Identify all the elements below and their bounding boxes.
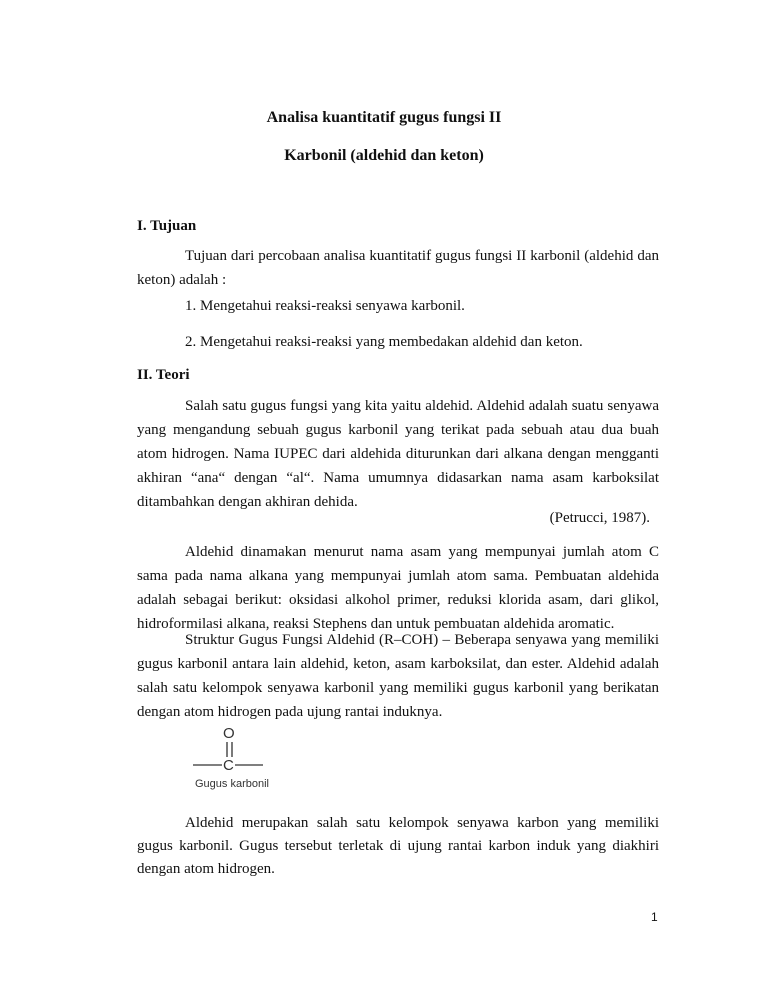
tujuan-list-item: 1. Mengetahui reaksi-reaksi senyawa karbonil. — [185, 298, 465, 314]
carbonyl-group-figure — [185, 722, 285, 798]
tujuan-intro-paragraph: Tujuan dari percobaan analisa kuantitatif gugus fungsi II karbonil (aldehid dan keton) adalah : — [137, 248, 659, 288]
teori-paragraph-4: Aldehid merupakan salah satu kelompok senyawa karbon yang memiliki gugus karbonil. Gugus tersebut terletak di ujung rantai karbon induk yang diakhiri dengan atom hidrogen. — [137, 815, 659, 877]
citation: (Petrucci, 1987). — [549, 510, 650, 526]
tujuan-list-item: 2. Mengetahui reaksi-reaksi yang membedakan aldehid dan keton. — [185, 334, 583, 350]
section-heading-teori: II. Teori — [137, 367, 190, 383]
document-title: Analisa kuantitatif gugus fungsi II — [266, 109, 502, 126]
carbon-atom-label: C — [223, 757, 234, 774]
figure-caption: Gugus karbonil — [195, 778, 269, 790]
teori-paragraph-3: Struktur Gugus Fungsi Aldehid (R–COH) – Beberapa senyawa yang memiliki gugus karbonil antara lain aldehid, keton, asam karboksilat, dan ester. Aldehid adalah salah satu kelompok senyawa karbonil yang memiliki gugus karbonil yang berikatan dengan atom hidrogen pada ujung rantai induknya. — [137, 632, 659, 720]
teori-paragraph-2: Aldehid dinamakan menurut nama asam yang mempunyai jumlah atom C sama pada nama alkana yang mempunyai jumlah atom sama. Pembuatan aldehida adalah sebagai berikut: oksidasi alkohol primer, reduksi klorida asam, dari glikol, hidroformilasi alkana, reaksi Stephens dan untuk pembuatan aldehida aromatic. — [137, 544, 659, 632]
section-heading-tujuan: I. Tujuan — [137, 218, 197, 234]
carbonyl-structure-icon — [185, 722, 285, 778]
teori-paragraph-1: Salah satu gugus fungsi yang kita yaitu aldehid. Aldehid adalah suatu senyawa yang mengandung sebuah gugus karbonil yang terikat pada sebuah atau dua buah atom hidrogen. Nama IUPEC dari aldehida diturunkan dari alkana dengan mengganti akhiran “ana“ dengan “al“. Nama umumnya didasarkan nama asam karboksilat ditambahkan dengan akhiran dehida. — [137, 398, 659, 510]
page-number: 1 — [651, 910, 658, 924]
oxygen-atom-label: O — [223, 725, 235, 742]
document-subtitle: Karbonil (aldehid dan keton) — [284, 147, 484, 164]
